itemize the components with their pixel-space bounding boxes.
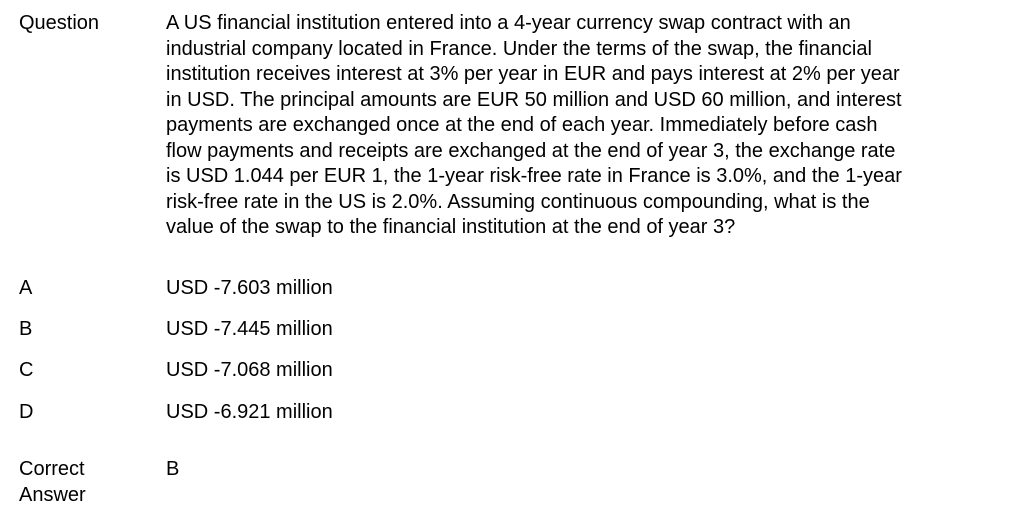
question-text [166, 11, 1006, 241]
option-text: USD -7.068 million [166, 359, 333, 381]
question-line: risk-free rate in the US is 2.0%. Assuming continuous compounding, what is the [166, 190, 870, 213]
option-letter: C [19, 359, 34, 381]
answer-label-line: Answer [19, 483, 86, 506]
option-text: USD -6.921 million [166, 401, 333, 423]
question-line: is USD 1.044 per EUR 1, the 1-year risk-free rate in France is 3.0%, and the 1-year [166, 165, 902, 187]
answer-label [19, 457, 149, 508]
option-letter: B [19, 318, 33, 340]
question-line: industrial company located in France. Under the terms of the swap, the financial [166, 37, 872, 60]
option-letter: D [19, 401, 34, 423]
answer-label-line: Correct [19, 458, 85, 480]
question-line: payments are exchanged once at the end of each year. Immediately before cash [166, 114, 878, 136]
question-line: flow payments and receipts are exchanged at the end of year 3, the exchange rate [166, 139, 896, 162]
option-text: USD -7.603 million [166, 277, 333, 299]
option-text: USD -7.445 million [166, 318, 333, 340]
answer-value: B [166, 458, 180, 480]
question-line: value of the swap to the financial institution at the end of year 3? [166, 216, 736, 238]
question-label: Question [19, 12, 100, 34]
question-line: in USD. The principal amounts are EUR 50 million and USD 60 million, and interest [166, 88, 902, 111]
question-line: institution receives interest at 3% per year in EUR and pays interest at 2% per year [166, 63, 900, 85]
question-line: A US financial institution entered into a 4-year currency swap contract with an [166, 12, 851, 34]
option-letter: A [19, 277, 33, 299]
